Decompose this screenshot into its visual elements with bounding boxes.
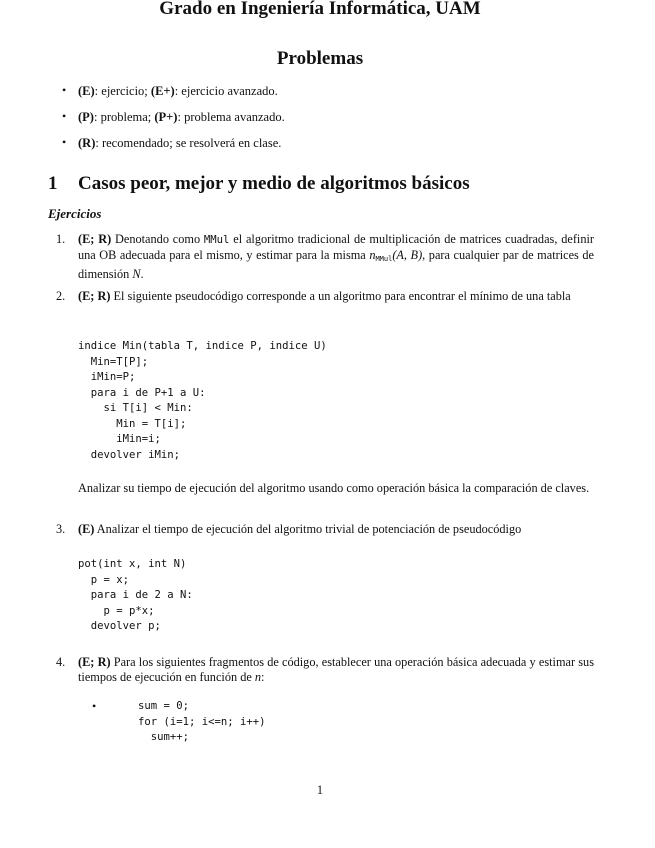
section-title: Casos peor, mejor y medio de algoritmos básicos — [78, 173, 470, 194]
item-number: 3. — [56, 522, 66, 536]
bullet-icon: • — [62, 83, 67, 97]
page-number: 1 — [316, 783, 324, 797]
exercise-tag: (E) — [78, 522, 95, 536]
legend-tag: (P) — [78, 110, 94, 124]
text-fragment: Analizar el tiempo de ejecución del algoritmo trivial de potenciación de pseudocódigo — [94, 522, 522, 536]
item-number: 2. — [56, 289, 66, 303]
text-fragment: Para los siguientes fragmentos de código, establecer una operación básica adecuada y estimar sus tiempos de ejecución en función de — [78, 655, 594, 684]
math-args: (A, B) — [392, 248, 423, 262]
code-block-pot: pot(int x, int N) p = x; para i de 2 a N: p = p*x; devolver p; — [78, 558, 193, 632]
legend-text: : ejercicio avanzado. — [174, 84, 278, 98]
text-fragment: , para cualquier par de matrices de dimensión — [78, 248, 594, 281]
code-block-sum: sum = 0; for (i=1; i<=n; i++) sum++; — [138, 700, 266, 743]
exercise-2-followup: Analizar su tiempo de ejecución del algoritmo usando como operación básica la comparación de claves. — [78, 481, 590, 495]
exercise-tag: (E; R) — [78, 655, 111, 669]
text-fragment: Denotando como — [111, 232, 204, 246]
subsection-heading: Ejercicios — [48, 206, 102, 221]
bullet-icon: • — [62, 135, 67, 149]
exercise-tag: (E; R) — [78, 232, 112, 246]
text-fragment: el algoritmo tradicional de multiplicación de matrices cuadradas, definir una OB adecuada para el mismo, y estimar para la misma — [78, 232, 594, 262]
legend-tag: (E+) — [150, 84, 175, 98]
section-heading — [48, 173, 470, 195]
math-subscript: MMul — [375, 255, 393, 263]
exercise-4-text — [78, 655, 594, 685]
exercise-2-text — [78, 289, 594, 304]
header-title: Grado en Ingeniería Informática, UAM — [159, 0, 481, 19]
math-dim: N — [132, 267, 141, 281]
math-n: n — [369, 248, 376, 262]
bullet-icon: • — [62, 109, 67, 123]
exercise-tag: (E; R) — [78, 289, 111, 303]
text-fragment: El siguiente pseudocódigo corresponde a un algoritmo para encontrar el mínimo de una tabla — [110, 289, 571, 303]
exercise-3-text — [78, 522, 594, 537]
legend-text: : problema avanzado. — [177, 110, 285, 124]
section-number: 1 — [48, 173, 58, 194]
legend-text: : problema; — [93, 110, 155, 124]
code-inline: MMul — [203, 234, 230, 246]
bullet-icon: • — [92, 699, 97, 713]
item-number: 4. — [56, 655, 66, 669]
legend-tag: (R) — [78, 136, 96, 150]
legend-text: : recomendado; se resolverá en clase. — [95, 136, 282, 150]
math-n: n — [254, 670, 262, 684]
text-fragment: : — [261, 670, 265, 684]
code-block-min: indice Min(tabla T, indice P, indice U) Min=T[P]; iMin=P; para i de P+1 a U: si T[i] < Min: Min = T[i]; iMin=i; devolver iMin; — [78, 340, 327, 461]
exercise-1-text — [78, 232, 594, 282]
text-fragment: . — [140, 267, 144, 281]
legend-tag: (E) — [78, 84, 95, 98]
legend-text: : ejercicio; — [94, 84, 151, 98]
legend-tag: (P+) — [154, 110, 178, 124]
item-number: 1. — [56, 232, 66, 246]
problems-title: Problemas — [276, 48, 364, 69]
